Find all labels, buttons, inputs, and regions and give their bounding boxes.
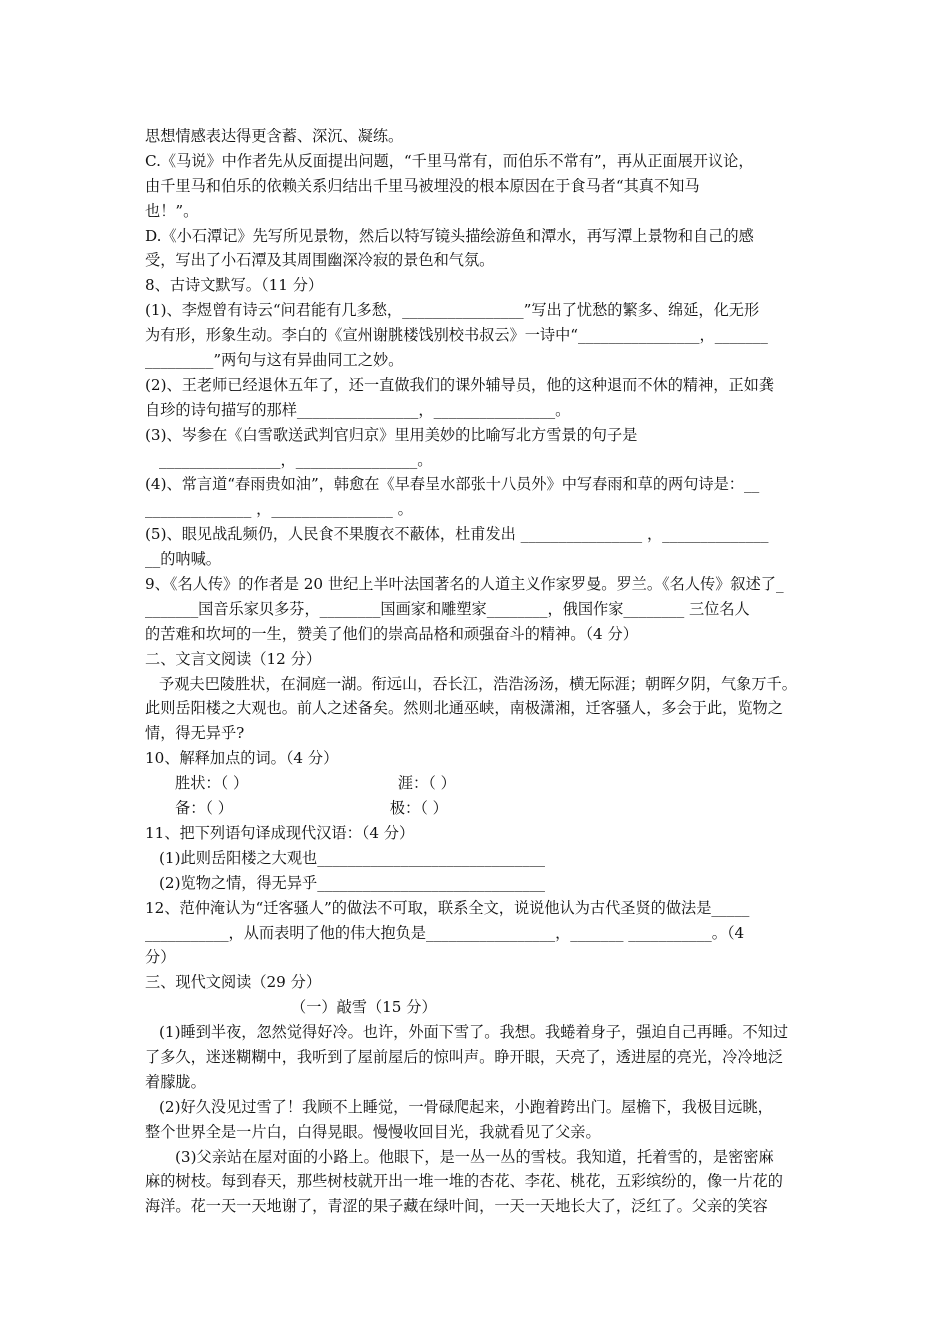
q10-row-2 — [145, 796, 815, 821]
text-line: 海洋。花一天一天地谢了，青涩的果子藏在绿叶间，一天一天地长大了，泛红了。父亲的笑容 — [145, 1197, 768, 1216]
text-line: 受，写出了小石潭及其周围幽深冷寂的景色和气氛。 — [145, 251, 495, 270]
question-8-4: (4)、常言道“春雨贵如油”，韩愈在《早春呈水部张十八员外》中写春雨和草的两句诗是：__ — [145, 475, 760, 494]
question-8-5: (5)、眼见战乱频仍，人民食不果腹衣不蔽体，杜甫发出 ________________ ，______________ — [145, 525, 769, 544]
question-11-1: (1)此则岳阳楼之大观也______________________________ — [159, 848, 546, 867]
text-line: 自珍的诗句描写的那样________________，________________。 — [145, 400, 571, 419]
q10-item-shengzhuang: 胜状：（ ） — [175, 774, 249, 793]
text-line: ___________，从而表明了他的伟大抱负是_________________，_______ ___________。（4 — [145, 923, 745, 942]
question-8-1: (1)、李煜曾有诗云“问君能有几多愁，________________”写出了忧愁的繁多、绵延，化无形 — [145, 301, 760, 320]
paragraph-1: (1)睡到半夜，忽然觉得好冷。也许，外面下雪了。我想。我蜷着身子，强迫自己再睡。不知过 — [159, 1023, 789, 1042]
q10-item-ya: 涯：（ ） — [397, 774, 456, 793]
text-line: 麻的树枝。每到春天，那些树枝就开出一堆一堆的杏花、李花、桃花，五彩缤纷的，像一片花的 — [145, 1172, 783, 1191]
passage-title: （一）敲雪（15 分） — [291, 998, 437, 1017]
text-line: 情，得无异乎? — [145, 724, 245, 743]
section-2-heading: 二、文言文阅读（12 分） — [145, 649, 322, 668]
option-d: D.《小石潭记》先写所见景物，然后以特写镜头描绘游鱼和潭水，再写潭上景物和自己的感 — [145, 226, 754, 245]
text-line: 为有形，形象生动。李白的《宣州谢朓楼饯别校书叔云》一诗中“________________，_______ — [145, 326, 768, 345]
text-line: 分） — [145, 948, 176, 967]
document-page — [145, 124, 815, 1219]
text-line: 整个世界全是一片白，白得晃眼。慢慢收回目光，我就看见了父亲。 — [145, 1122, 601, 1141]
text-line: 此则岳阳楼之大观也。前人之述备矣。然则北通巫峡，南极潇湘，迁客骚人，多会于此，览物之 — [145, 699, 783, 718]
paragraph-3: (3)父亲站在屋对面的小路上。他眼下，是一丛一丛的雪枝。我知道，托着雪的，是密密麻 — [175, 1147, 774, 1166]
question-8-2: (2)、王老师已经退休五年了，还一直做我们的课外辅导员，他的这种退而不休的精神，正如龚 — [145, 375, 775, 394]
text-line: 了多久，迷迷糊糊中，我听到了屋前屋后的惊叫声。睁开眼，天亮了，透进屋的亮光，冷冷地泛 — [145, 1047, 783, 1066]
paragraph-2: (2)好久没见过雪了！我顾不上睡觉，一骨碌爬起来，小跑着跨出门。屋檐下，我极目远眺， — [159, 1097, 773, 1116]
q10-item-bei: 备：（ ） — [175, 799, 233, 818]
option-c: C.《马说》中作者先从反面提出问题，“千里马常有，而伯乐不常有”，再从正面展开议论， — [145, 151, 754, 170]
text-line: _______国音乐家贝多芬，________国画家和雕塑家________，俄国作家________ 三位名人 — [145, 599, 750, 618]
text-line: 着朦胧。 — [145, 1072, 206, 1091]
section-3-heading: 三、现代文阅读（29 分） — [145, 973, 322, 992]
text-line: _________”两句与这有异曲同工之妙。 — [145, 351, 404, 370]
question-8-3: (3)、岑参在《白雪歌送武判官归京》里用美妙的比喻写北方雪景的句子是 — [145, 425, 638, 444]
question-9: 9、《名人传》的作者是 20 世纪上半叶法国著名的人道主义作家罗曼。罗兰。《名人传》叙述了_ — [145, 575, 784, 594]
question-8-heading: 8、古诗文默写。（11 分） — [145, 276, 324, 295]
question-11: 11、把下列语句译成现代汉语：（4 分） — [145, 823, 415, 842]
text-line: 由千里马和伯乐的依赖关系归结出千里马被埋没的根本原因在于食马者“其真不知马 — [145, 176, 700, 195]
text-line: 也！”。 — [145, 201, 199, 220]
text-line: __的呐喊。 — [145, 550, 221, 569]
question-11-2: (2)览物之情，得无异乎______________________________ — [159, 873, 546, 892]
q10-item-ji: 极：（ ） — [389, 799, 448, 818]
question-10: 10、解释加点的词。（4 分） — [145, 749, 339, 768]
text-line: ________________，________________。 — [159, 450, 433, 469]
question-12: 12、范仲淹认为“迁客骚人”的做法不可取，联系全文，说说他认为古代圣贤的做法是_____ — [145, 898, 750, 917]
q10-row-1 — [145, 771, 815, 796]
text-line: 的苦难和坎坷的一生，赞美了他们的崇高品格和顽强奋斗的精神。（4 分） — [145, 624, 638, 643]
classical-passage: 予观夫巴陵胜状，在洞庭一湖。衔远山，吞长江，浩浩汤汤，横无际涯；朝晖夕阴，气象万千。 — [159, 674, 797, 693]
text-line: ______________ ，________________ 。 — [145, 500, 413, 519]
text-line: 思想情感表达得更含蓄、深沉、凝练。 — [145, 127, 404, 145]
